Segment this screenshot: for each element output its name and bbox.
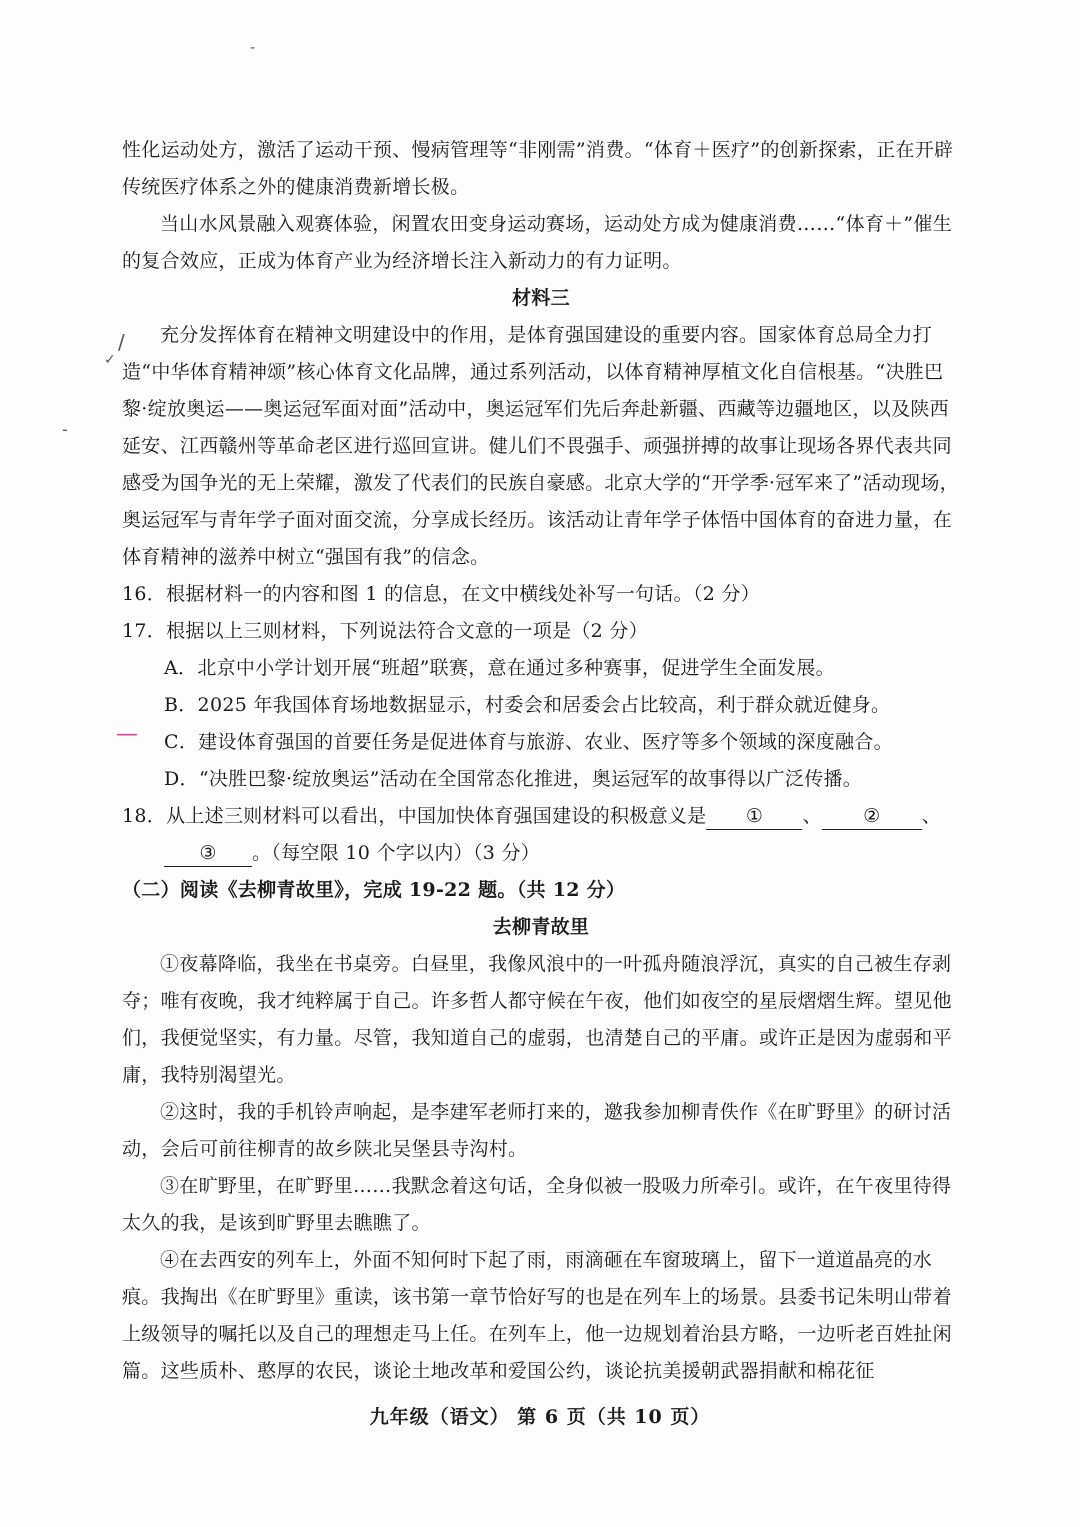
material-three-paragraph: 充分发挥体育在精神文明建设中的作用，是体育强国建设的重要内容。国家体育总局全力打造“中华体育精神颂”核心体育文化品牌，通过系列活动，以体育精神厚植文化自信根基。“决胜巴黎·绽放奥运——奥运冠军面对面”活动中，奥运冠军们先后奔赴新疆、西藏等边疆地区，以及陕西延安、江西赣州等革命老区进行巡回宣讲。健儿们不畏强手、顽强拼搏的故事让现场各界代表共同感受为国争光的无上荣耀，激发了代表们的民族自豪感。北京大学的“开学季·冠军来了”活动现场，奥运冠军与青年学子面对面交流，分享成长经历。该活动让青年学子体悟中国体育的奋进力量，在体育精神的滋养中树立“强国有我”的信念。 — [122, 324, 959, 568]
article-paragraph-1: ①夜幕降临，我坐在书桌旁。白昼里，我像风浪中的一叶孤舟随浪浮沉，真实的自己被生存剥夺；唯有夜晚，我才纯粹属于自己。许多哲人都守候在午夜，他们如夜空的星辰熠熠生辉。望见他们，我便觉坚实，有力量。尽管，我知道自己的虚弱，也清楚自己的平庸。或许正是因为虚弱和平庸，我特别渴望光。 — [122, 953, 952, 1086]
separator: 、 — [802, 805, 822, 827]
page-footer: 九年级（语文） 第 6 页（共 10 页） — [369, 1406, 711, 1428]
question-17: 17．根据以上三则材料，下列说法符合文意的一项是（2 分） — [122, 620, 649, 642]
question-17-option-a: A．北京中小学计划开展“班超”联赛，意在通过多种赛事，促进学生全面发展。 — [164, 657, 835, 679]
pencil-mark-top: - — [250, 40, 256, 56]
pencil-mark-check: / — [118, 330, 125, 354]
section-two-heading: （二）阅读《去柳青故里》，完成 19-22 题。（共 12 分） — [122, 879, 626, 901]
question-17-option-d: D．“决胜巴黎·绽放奥运”活动在全国常态化推进，奥运冠军的故事得以广泛传播。 — [164, 768, 863, 790]
question-18-suffix: 。（每空限 10 个字以内）（3 分） — [252, 842, 541, 864]
question-16: 16．根据材料一的内容和图 1 的信息，在文中横线处补写一句话。（2 分） — [122, 583, 761, 605]
answer-blank-2[interactable]: ② — [822, 803, 922, 830]
material-three-title: 材料三 — [512, 287, 570, 309]
question-18-continued — [122, 835, 960, 872]
pencil-mark-tick: ✓ — [104, 352, 116, 368]
question-18 — [122, 798, 960, 835]
pen-mark-option-c: — — [116, 722, 138, 747]
question-18-prompt: 18．从上述三则材料可以看出，中国加快体育强国建设的积极意义是 — [122, 805, 707, 827]
material-two-paragraph-summary: 当山水风景融入观赛体验，闲置农田变身运动赛场，运动处方成为健康消费……“体育＋”催生的复合效应，正成为体育产业为经济增长注入新动力的有力证明。 — [122, 213, 953, 272]
answer-blank-3[interactable]: ③ — [164, 840, 252, 867]
separator: 、 — [921, 805, 942, 827]
article-paragraph-4: ④在去西安的列车上，外面不知何时下起了雨，雨滴砸在车窗玻璃上，留下一道道晶亮的水痕。我掏出《在旷野里》重读，该书第一章节恰好写的也是在列车上的场景。县委书记朱明山带着上级领导的嘱托以及自己的理想走马上任。在列车上，他一边规划着治县方略，一边听老百姓扯闲篇。这些质朴、憨厚的农民，谈论土地改革和爱国公约，谈论抗美援朝武器捐献和棉花征 — [122, 1249, 952, 1382]
material-two-paragraph-end: 性化运动处方，激活了运动干预、慢病管理等“非刚需”消费。“体育＋医疗”的创新探索，正在开辟传统医疗体系之外的健康消费新增长极。 — [122, 139, 954, 198]
article-paragraph-2: ②这时，我的手机铃声响起，是李建军老师打来的，邀我参加柳青佚作《在旷野里》的研讨活动，会后可前往柳青的故乡陕北吴堡县寺沟村。 — [122, 1101, 952, 1160]
page-content — [122, 132, 960, 1390]
question-17-option-b: B．2025 年我国体育场地数据显示，村委会和居委会占比较高，利于群众就近健身。 — [164, 694, 891, 716]
pencil-mark-left: - — [62, 420, 68, 439]
article-title: 去柳青故里 — [492, 916, 590, 938]
answer-blank-1[interactable]: ① — [706, 803, 802, 830]
article-paragraph-3: ③在旷野里，在旷野里……我默念着这句话，全身似被一股吸力所牵引。或许，在午夜里待得太久的我，是该到旷野里去瞧瞧了。 — [122, 1175, 952, 1234]
question-17-option-c: C．建设体育强国的首要任务是促进体育与旅游、农业、医疗等多个领域的深度融合。 — [164, 731, 893, 753]
